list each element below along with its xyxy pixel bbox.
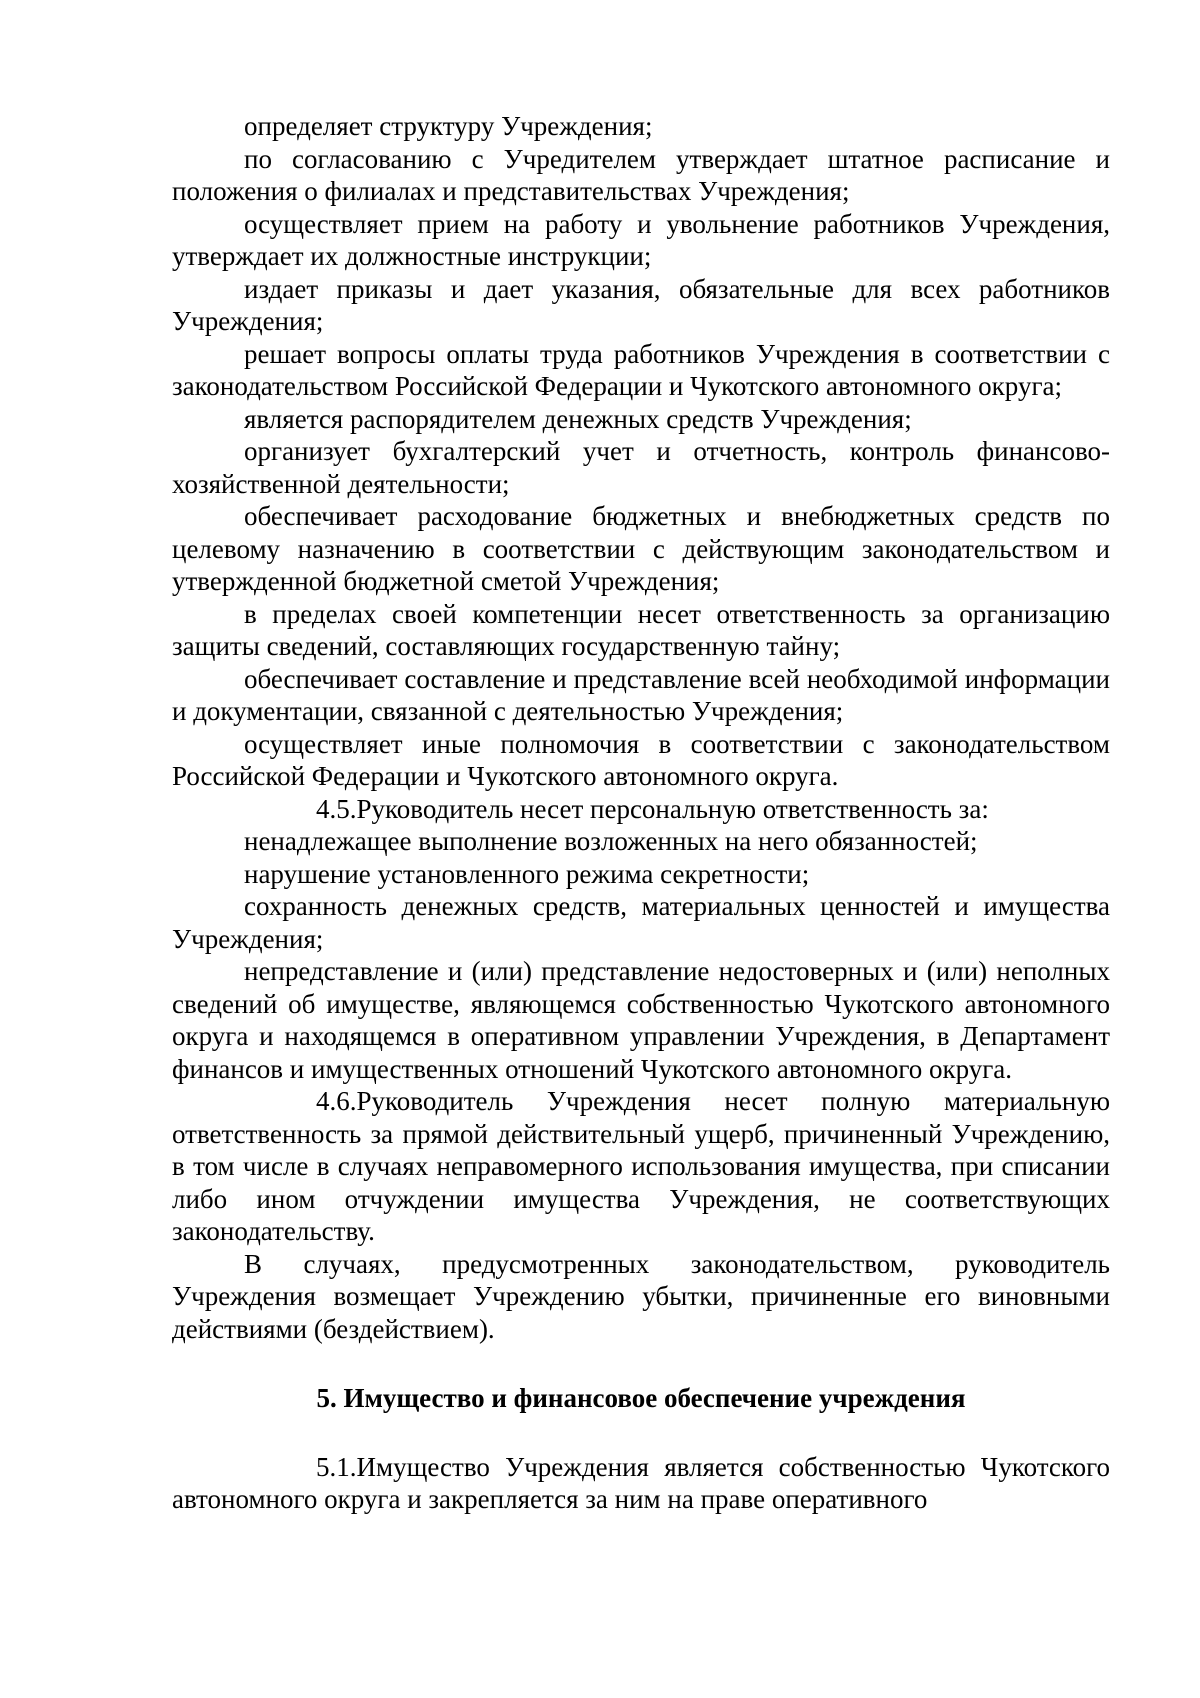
paragraph-text: определяет структуру Учреждения; (244, 111, 653, 141)
paragraph (172, 338, 1110, 403)
document-body (172, 110, 1110, 1516)
paragraph (172, 955, 1110, 1085)
paragraph (172, 858, 1110, 891)
paragraph-text: обеспечивает составление и представление всей необходимой информации и документации, связанной с деятельностью Учреждения; (172, 663, 1110, 726)
paragraph (172, 110, 1110, 143)
paragraph-text: осуществляет прием на работу и увольнение работников Учреждения, утверждает их должностные инструкции; (172, 208, 1110, 271)
paragraph (172, 890, 1110, 955)
paragraph (172, 435, 1110, 500)
paragraph (172, 403, 1110, 436)
paragraph-text: Имущество Учреждения является собственностью Чукотского автономного округа и закрепляется за ним на праве оперативного (172, 1451, 1110, 1514)
paragraph (172, 500, 1110, 598)
section-heading: 5. Имущество и финансовое обеспечение учреждения (316, 1383, 966, 1413)
paragraph (172, 143, 1110, 208)
paragraph (172, 1451, 1110, 1516)
paragraph (172, 825, 1110, 858)
paragraph-text: в пределах своей компетенции несет ответственность за организацию защиты сведений, составляющих государственную тайну; (172, 598, 1110, 661)
clause-number: 4.5. (316, 793, 357, 824)
paragraph-text: обеспечивает расходование бюджетных и внебюджетных средств по целевому назначению в соответствии с действующим законодательством и утвержденной бюджетной сметой Учреждения; (172, 501, 1110, 596)
paragraph (172, 1248, 1110, 1346)
paragraph (172, 208, 1110, 273)
paragraph-text: ненадлежащее выполнение возложенных на него обязанностей; (244, 826, 978, 856)
paragraph-text: В случаях, предусмотренных законодательством, руководитель Учреждения возмещает Учреждению убытки, причиненные его виновными действиями (бездействием). (172, 1248, 1110, 1344)
paragraph (172, 1085, 1110, 1248)
paragraph-text: издает приказы и дает указания, обязательные для всех работников Учреждения; (172, 273, 1110, 336)
paragraph-text: осуществляет иные полномочия в соответствии с законодательством Российской Федерации и Чукотского автономного округа. (172, 728, 1110, 791)
paragraph-text: Руководитель Учреждения несет полную материальную ответственность за прямой действительный ущерб, причиненный Учреждению, в том числе в случаях неправомерного использования имущества, при списании либо ином отчуждении имущества Учреждения, не соответствующих законодательству. (172, 1086, 1110, 1246)
paragraph (172, 728, 1110, 793)
paragraph-text: по согласованию с Учредителем утверждает штатное расписание и положения о филиалах и представительствах Учреждения; (172, 143, 1110, 206)
paragraph-text: Руководитель несет персональную ответственность за: (356, 793, 989, 824)
paragraphs-after-heading (172, 1451, 1110, 1516)
paragraph (172, 598, 1110, 663)
paragraph-text: решает вопросы оплаты труда работников Учреждения в соответствии с законодательством Российской Федерации и Чукотского автономного округа; (172, 338, 1110, 401)
clause-number: 4.6. (316, 1086, 357, 1116)
paragraph-text: является распорядителем денежных средств Учреждения; (244, 403, 912, 434)
paragraphs-before-heading (172, 110, 1110, 1345)
paragraph (172, 793, 1110, 826)
paragraph-text: нарушение установленного режима секретности; (244, 858, 810, 889)
paragraph-text: сохранность денежных средств, материальных ценностей и имущества Учреждения; (172, 891, 1110, 954)
paragraph-text: непредставление и (или) представление недостоверных и (или) неполных сведений об имуществе, являющемся собственностью Чукотского автономного округа и находящемся в оперативном управлении Учреждения, в Департамент финансов и имущественных отношений Чукотского автономного округа. (172, 956, 1110, 1084)
paragraph (172, 273, 1110, 338)
paragraph-text: организует бухгалтерский учет и отчетность, контроль финансово-хозяйственной деятельности; (172, 436, 1110, 499)
paragraph (172, 663, 1110, 728)
clause-number: 5.1. (316, 1451, 357, 1482)
